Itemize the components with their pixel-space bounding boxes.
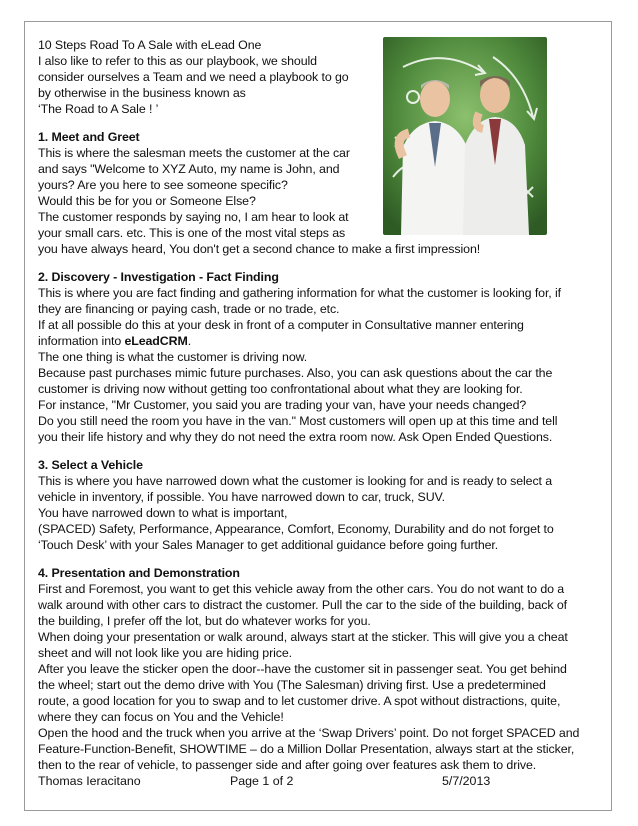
section-line: your small cars. etc. This is one of the most vital steps as — [38, 226, 346, 240]
section-line: This is where you have narrowed down what the customer is looking for and is ready to select a — [38, 474, 553, 488]
intro-line: ‘The Road to A Sale ! ’ — [38, 102, 159, 116]
section-line: This is where you are fact finding and gathering information for what the customer is looking for, if — [38, 286, 561, 300]
section-line: Because past purchases mimic future purchases. Also, you can ask questions about the car the — [38, 366, 553, 380]
section-line: yours? Are you here to see someone specific? — [38, 178, 288, 192]
section-heading-select-vehicle: 3. Select a Vehicle — [38, 458, 143, 472]
section-heading-discovery: 2. Discovery - Investigation - Fact Finding — [38, 270, 279, 284]
section-heading-meet-and-greet: 1. Meet and Greet — [38, 130, 140, 144]
section-line: After you leave the sticker open the door--have the customer sit in passenger seat. You get behind — [38, 662, 567, 676]
section-line: you have always heard, You don't get a second chance to make a first impression! — [38, 242, 481, 256]
section-line: sheet and will not look like you are hiding price. — [38, 646, 292, 660]
section-line: route, a good location for you to swap and to let customer drive. A spot without distractions, quite, — [38, 694, 561, 708]
section-line: The one thing is what the customer is driving now. — [38, 350, 308, 364]
section-line: Would this be for you or Someone Else? — [38, 194, 256, 208]
page-footer — [38, 774, 598, 790]
section-line: walk around with other cars to distract the customer. Pull the car to the side of the building, back of — [38, 598, 567, 612]
section-line: Feature-Function-Benefit, SHOWTIME – do a Million Dollar Presentation, always start at the sticker, — [38, 742, 575, 756]
section-line: you their life history and why they do not need the extra room now. Ask Open Ended Questions. — [38, 430, 553, 444]
section-line: then to the rear of vehicle, to passenger side and after going over features ask them to drive. — [38, 758, 537, 772]
section-line: they are financing or paying cash, trade or no trade, etc. — [38, 302, 340, 316]
document-title: 10 Steps Road To A Sale with eLead One — [38, 38, 262, 52]
intro-line: consider ourselves a Team and we need a playbook to go — [38, 70, 349, 84]
section-line: First and Foremost, you want to get this vehicle away from the other cars. You do not want to do a — [38, 582, 565, 596]
section-line-text: information into — [38, 334, 125, 348]
section-line: Open the hood and the truck when you arrive at the ‘Swap Drivers’ point. Do not forget SPACED and — [38, 726, 580, 740]
section-line — [38, 333, 604, 349]
intro-line: I also like to refer to this as our playbook, we should — [38, 54, 317, 68]
section-line: (SPACED) Safety, Performance, Appearance, Comfort, Economy, Durability and do not forget to — [38, 522, 554, 536]
section-line: ‘Touch Desk’ with your Sales Manager to get additional guidance before going further. — [38, 538, 499, 552]
document-page — [24, 21, 612, 811]
elead-crm-term: eLeadCRM — [124, 334, 188, 348]
footer-date: 5/7/2013 — [442, 774, 491, 788]
footer-page-number: Page 1 of 2 — [230, 774, 294, 788]
section-line: This is where the salesman meets the customer at the car — [38, 146, 350, 160]
section-line: If at all possible do this at your desk in front of a computer in Consultative manner entering — [38, 318, 524, 332]
section-line: the building, I prefer off the lot, but do whatever works for you. — [38, 614, 371, 628]
document-body — [38, 37, 604, 773]
section-line: Do you still need the room you have in the van." Most customers will open up at this time and tell — [38, 414, 558, 428]
section-line-suffix: . — [187, 334, 192, 348]
section-line: For instance, "Mr Customer, you said you are trading your van, have your needs changed? — [38, 398, 527, 412]
section-line: You have narrowed down to what is important, — [38, 506, 288, 520]
section-line: When doing your presentation or walk around, always start at the sticker. This will give you a cheat — [38, 630, 568, 644]
section-line: where they can focus on You and the Vehicle! — [38, 710, 284, 724]
section-line: the wheel; start out the demo drive with You (The Salesman) driving first. Use a predetermined — [38, 678, 546, 692]
section-heading-presentation: 4. Presentation and Demonstration — [38, 566, 240, 580]
section-line: The customer responds by saying no, I am hear to look at — [38, 210, 349, 224]
footer-author: Thomas Ieracitano — [38, 774, 141, 788]
section-line: and says "Welcome to XYZ Auto, my name is John, and — [38, 162, 340, 176]
section-line: customer is driving now without getting too confrontational about what they are looking for. — [38, 382, 523, 396]
intro-line: by otherwise in the business known as — [38, 86, 246, 100]
section-line: vehicle in inventory, if possible. You have narrowed down to car, truck, SUV. — [38, 490, 445, 504]
